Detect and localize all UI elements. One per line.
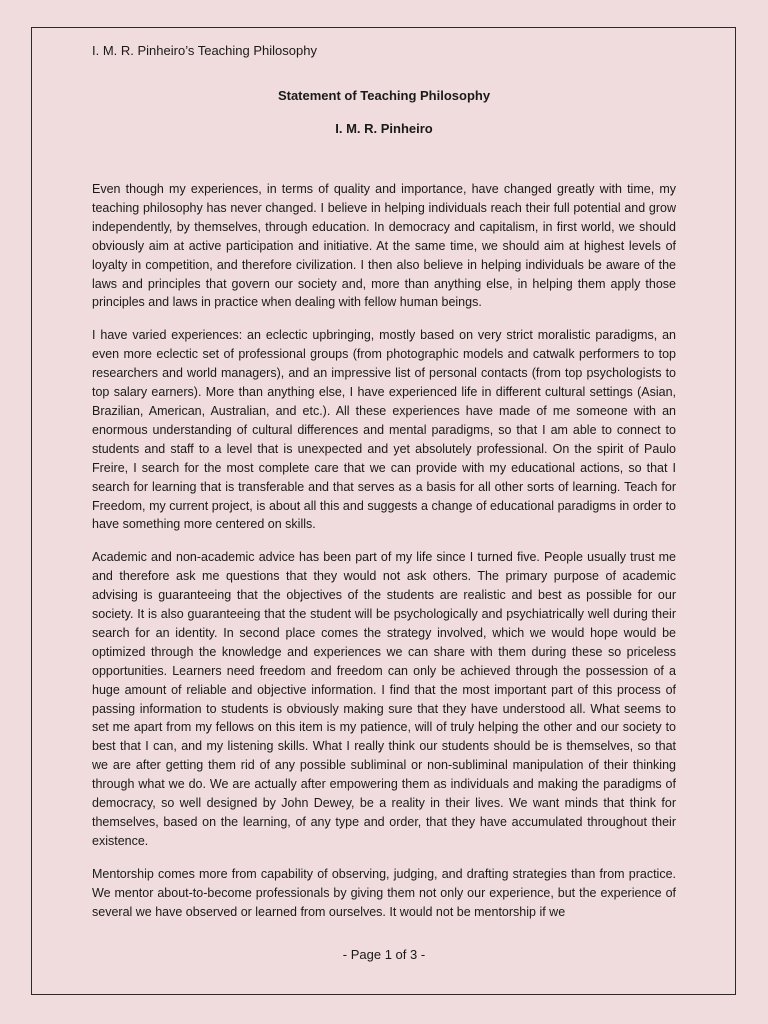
paragraph-4: Mentorship comes more from capability of observing, judging, and drafting strategies than from practice. We mentor about-to-become professionals by giving them not only our experience, but the experience of several we have observed or learned from ourselves. It would not be mentorship if we [92, 866, 676, 919]
paragraph-2: I have varied experiences: an eclectic upbringing, mostly based on very strict moralistic paradigms, an even more eclectic set of professional groups (from photographic models and catwalk performers to top researchers and world managers), and an impressive list of personal contacts (from top psychologists to top salary earners). More than anything else, I have experienced life in different cultural settings (Asian, Brazilian, American, Australian, and etc.). All these experiences have made of me someone with an enormous understanding of cultural differences and mental paradigms, so that I am able to connect to students and staff to a level that is unexpected and yet absolutely professional. On the spirit of Paulo Freire, I search for the most complete care that we can provide with my educational actions, so that I search for learning that is transferable and that serves as a basis for all other sorts of learning. Teach for Freedom, my current project, is about all this and suggests a change of educational paradigms in order to have something more centered on skills. [92, 328, 676, 532]
paragraph-3: Academic and non-academic advice has been part of my life since I turned five. People usually trust me and therefore ask me questions that they would not ask others. The primary purpose of academic advising is guaranteeing that the objectives of the students are realistic and best as possible for our society. It is also guaranteeing that the student will be psychologically and psychiatrically well during their search for an identity. In second place comes the strategy involved, which we would hope would be optimized through the knowledge and experiences we can share with them during these so priceless opportunities. Learners need freedom and freedom can only be achieved through the possession of a huge amount of reliable and objective information. I find that the most important part of this process of passing information to students is obviously making sure that they have understood all. What seems to set me apart from my fellows on this item is my patience, will of truly helping the other and our society to best that I can, and my listening skills. What I really think our students should be is themselves, so that we are after getting them rid of any possible subliminal or non-subliminal manipulation of their thinking through what we do. We are actually after empowering them as individuals and making the paradigms of democracy, so well designed by John Dewey, be a reality in their lives. We want minds that think for themselves, based on the learning, of any type and order, that they have accumulated throughout their existence. [92, 550, 676, 848]
document-title: Statement of Teaching Philosophy [277, 88, 491, 103]
document-body [92, 180, 676, 936]
running-header: I. M. R. Pinheiro’s Teaching Philosophy [92, 43, 317, 58]
document-author: I. M. R. Pinheiro [335, 121, 433, 136]
paragraph-1: Even though my experiences, in terms of quality and importance, have changed greatly with time, my teaching philosophy has never changed. I believe in helping individuals reach their full potential and grow independently, by themselves, through education. In democracy and capitalism, in first world, we should obviously aim at active participation and initiative. At the same time, we should aim at highest levels of loyalty in competition, and therefore civilization. I then also believe in helping individuals be aware of the laws and principles that govern our society and, more than anything else, in helping them apply those principles and laws in practice when dealing with fellow human beings. [92, 182, 676, 310]
page-number: - Page 1 of 3 - [342, 947, 426, 962]
